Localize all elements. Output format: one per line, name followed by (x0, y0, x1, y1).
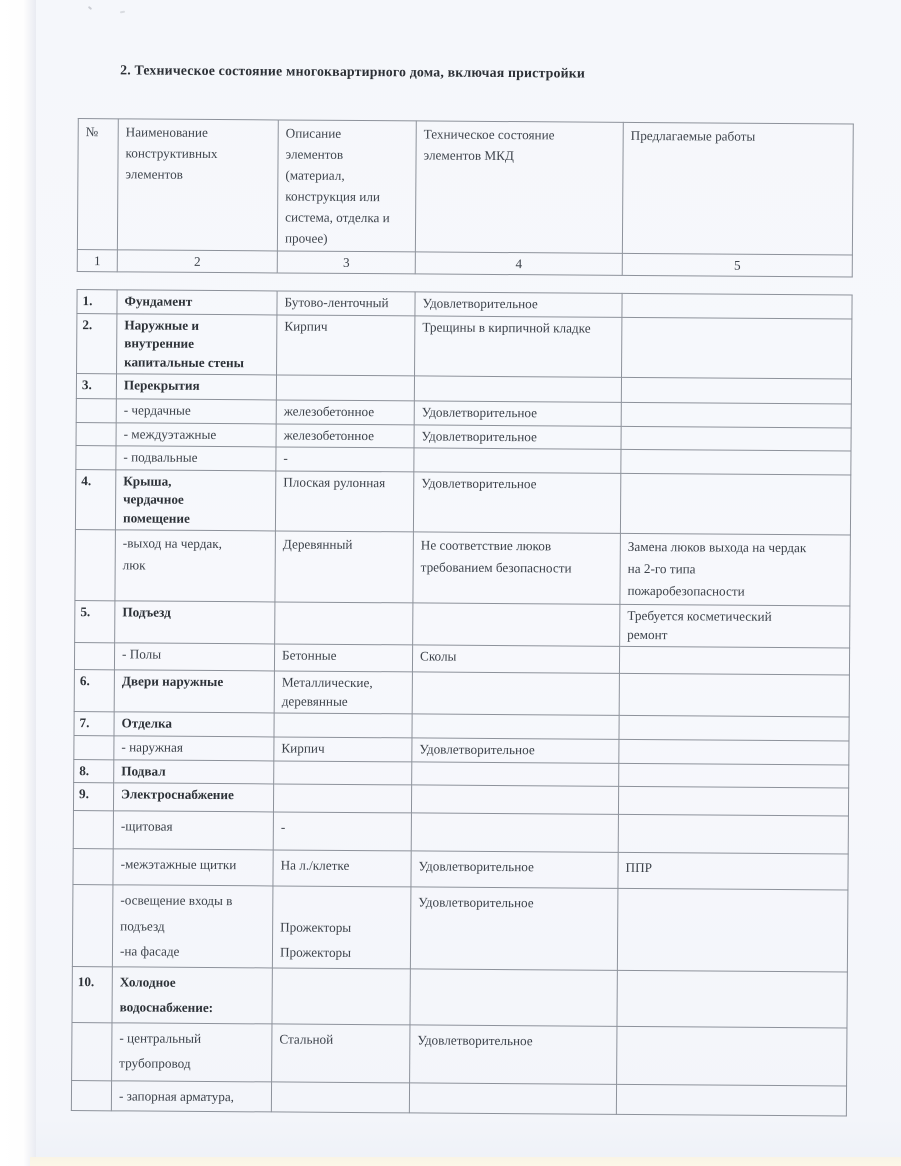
cell-state: Сколы (412, 645, 619, 673)
cell-state (410, 968, 617, 1025)
cell-state: Удовлетворительное (414, 401, 621, 426)
cell-state (414, 376, 621, 402)
cell-works (616, 1084, 846, 1116)
cell-works (619, 715, 849, 740)
header-cell-desc: Описание элементов (материал, конструкция или система, отделка и прочее) (277, 120, 416, 252)
cell-desc (274, 713, 412, 737)
cell-name: Двери наружные (114, 670, 274, 713)
cell-desc: Плоская рулонная (275, 470, 413, 531)
section-title: 2. Техническое состояние многоквартирного дома, включая пристройки (120, 62, 586, 81)
table-row (72, 966, 847, 1027)
cell-num (74, 643, 114, 670)
cell-works (619, 673, 849, 717)
cell-desc: Прожекторы Прожекторы (272, 886, 411, 968)
cell-num (73, 849, 113, 885)
table-body (71, 289, 853, 1116)
cell-num: 9. (73, 783, 113, 811)
cell-works: ППР (618, 852, 848, 890)
cell-num (72, 885, 113, 967)
cell-num (75, 530, 115, 601)
cell-desc: - (273, 812, 411, 851)
column-number: 2 (117, 250, 277, 273)
cell-name: -межэтажные щитки (113, 849, 273, 886)
cell-name: -выход на чердак, люк (115, 530, 275, 602)
cell-name: Наружные и внутренние капитальные стены (117, 313, 277, 375)
cell-desc (276, 375, 414, 401)
cell-num (74, 735, 114, 759)
cell-state: Удовлетворительное (413, 471, 620, 533)
cell-name: Подвал (114, 759, 274, 784)
cell-desc (275, 602, 413, 645)
cell-desc: Бутово-ленточный (277, 291, 415, 315)
column-number: 4 (415, 252, 622, 275)
cell-desc: Бетонные (274, 644, 412, 672)
cell-state (413, 603, 620, 646)
cell-state (412, 761, 619, 786)
cell-desc (274, 760, 412, 784)
header-row (77, 119, 853, 255)
cell-desc: На л./клетке (273, 850, 411, 887)
table-row (74, 670, 849, 717)
cell-desc: Металлические, деревянные (274, 671, 412, 714)
table-row (75, 530, 850, 606)
cell-state: Трещины в кирпичной кладке (415, 315, 622, 377)
technical-condition-table (71, 118, 855, 1116)
cell-desc (272, 967, 410, 1024)
cell-state: Удовлетворительное (410, 1024, 617, 1083)
cell-works (621, 402, 851, 427)
column-number-row (77, 250, 852, 277)
cell-state: Удовлетворительное (412, 737, 619, 762)
table-row (77, 313, 852, 379)
cell-works (619, 763, 849, 788)
scanner-edge-left (0, 0, 36, 1166)
header-cell-works: Предлагаемые работы (622, 122, 853, 255)
cell-name: - запорная арматура, (111, 1080, 271, 1112)
cell-name: -щитовая (113, 811, 273, 850)
cell-works (617, 970, 847, 1028)
cell-name: - центральный трубопровод (112, 1022, 272, 1081)
cell-works (621, 426, 851, 451)
cell-state: Удовлетворительное (415, 292, 622, 317)
cell-works (621, 377, 851, 404)
cell-works (621, 449, 851, 474)
cell-name: Холодное водоснабжение: (112, 966, 272, 1023)
cell-num (72, 1022, 112, 1080)
cell-num: 8. (74, 759, 114, 783)
cell-name: - чердачные (116, 399, 276, 424)
cell-name: Отделка (114, 712, 274, 737)
cell-state: Не соответствие люков требованием безопасности (413, 532, 620, 604)
cell-works (617, 1026, 847, 1086)
cell-num (76, 399, 116, 423)
cell-works (622, 317, 852, 379)
cell-works (622, 293, 852, 318)
cell-num: 4. (75, 469, 115, 530)
cell-desc: Стальной (272, 1023, 410, 1082)
cell-num: 2. (77, 313, 117, 374)
cell-state: Удовлетворительное (410, 887, 618, 970)
cell-name: Подъезд (115, 601, 275, 644)
header-cell-state: Техническое состояние элементов МКД (415, 121, 623, 253)
cell-works (620, 473, 850, 535)
cell-state: Удовлетворительное (411, 851, 618, 888)
cell-works (618, 786, 848, 816)
cell-desc (273, 784, 411, 813)
table-row (72, 885, 848, 972)
cell-state: Удовлетворительное (414, 424, 621, 449)
scanner-edge-bottom (30, 1157, 901, 1166)
cell-desc: Деревянный (275, 531, 413, 603)
cell-desc: Кирпич (274, 736, 412, 761)
table-row (72, 1022, 847, 1085)
table-row (73, 811, 848, 854)
cell-desc: Кирпич (277, 314, 415, 375)
header-cell-name: Наименование конструктивных элементов (117, 119, 278, 251)
cell-works (619, 646, 849, 675)
cell-num: 7. (74, 712, 114, 736)
cell-num: 1. (77, 290, 117, 314)
cell-num (76, 446, 116, 470)
cell-desc: железобетонное (276, 423, 414, 447)
cell-state (412, 672, 619, 715)
cell-state (411, 813, 618, 852)
table-row (71, 1080, 846, 1116)
cell-num: 5. (75, 601, 115, 643)
cell-desc (271, 1081, 409, 1112)
cell-state (414, 448, 621, 473)
cell-name: - наружная (114, 735, 274, 760)
cell-num (73, 811, 113, 849)
cell-desc: железобетонное (276, 400, 414, 424)
cell-name: - Полы (114, 643, 274, 671)
cell-num: 10. (72, 966, 112, 1022)
table-row (75, 469, 850, 535)
cell-state (409, 1082, 616, 1114)
cell-name: Фундамент (117, 290, 277, 315)
cell-num (76, 422, 116, 446)
cell-num: 3. (76, 374, 116, 399)
cell-works (618, 814, 848, 854)
cell-name: -освещение входы в подъезд -на фасаде (112, 885, 273, 968)
cell-name: Крыша, чердачное помещение (115, 469, 275, 531)
table-row (73, 849, 848, 890)
column-number: 5 (622, 253, 852, 277)
cell-works: Замена люков выхода на чердак на 2-го типа пожаробезопасности (620, 533, 850, 606)
cell-name: Перекрытия (116, 374, 276, 400)
table-header (77, 118, 854, 277)
header-cell-num: № (77, 119, 118, 250)
cell-name: - междуэтажные (116, 422, 276, 447)
cell-num (71, 1080, 111, 1111)
cell-works (619, 739, 849, 765)
cell-works (617, 888, 848, 971)
cell-num: 6. (74, 670, 114, 712)
column-number: 3 (277, 251, 415, 274)
cell-state (412, 714, 619, 739)
cell-name: - подвальные (116, 446, 276, 471)
cell-name: Электроснабжение (113, 783, 273, 812)
cell-state (411, 785, 618, 814)
column-number: 1 (77, 250, 117, 272)
cell-desc: - (276, 447, 414, 471)
cell-works: Требуется косметический ремонт (620, 604, 850, 648)
table-row (75, 601, 850, 648)
